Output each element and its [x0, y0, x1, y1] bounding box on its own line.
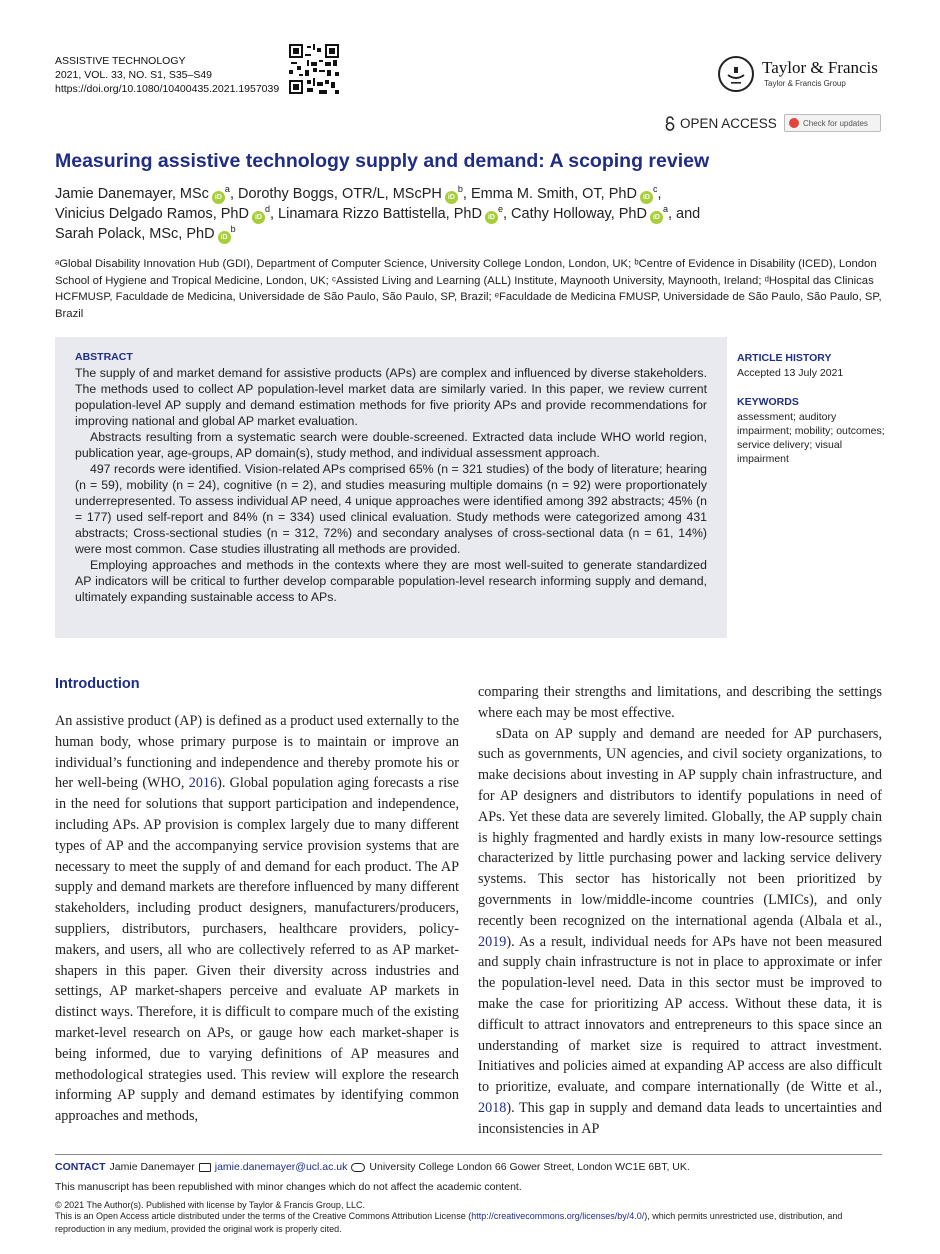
abstract-heading: ABSTRACT: [75, 351, 133, 363]
introduction-heading: Introduction: [55, 676, 140, 692]
abstract-box: [55, 337, 727, 638]
address-icon: [351, 1163, 365, 1172]
open-lock-icon: [664, 116, 676, 131]
abstract-paragraph: 497 records were identified. Vision-related APs comprised 65% (n = 321 studies) of the body of literature; hearing (n = 59), mobility (n = 24), cognitive (n = 2), and studies measuring multiple domains (n = 92) were proportionately underrepresented. To assess individual AP need, 4 unique approaches were identified among 392 abstracts; 45% (n = 177) used self-report and 84% (n = 334) used clinical evaluation. Study methods were categorized among 431 abstracts; Cross-sectional studies (n = 312, 72%) and secondary analyses of cross-sectional data (n = 61, 14%) were most common. Case studies illustrating all methods are provided.: [75, 462, 707, 556]
copyright-note: © 2021 The Author(s). Published with license by Taylor & Francis Group, LLC.: [55, 1200, 365, 1210]
author-affil-sup: a: [224, 184, 230, 195]
body-column-left: [55, 711, 459, 1127]
author-name: Dorothy Boggs, OTR/L, MScPH: [238, 186, 442, 202]
orcid-icon[interactable]: iD: [212, 191, 225, 204]
license-link[interactable]: http://creativecommons.org/licenses/by/4.0/: [471, 1211, 645, 1221]
author-list: Jamie Danemayer, MSc $iD^a$, Dorothy Boggs, OTR/L, MScPH $iD^b$, Emma M. Smith, OT, PhD $iD^c$, Vinicius Delgado Ramos, PhD $iD^d$, Linamara Rizzo Battistella, PhD $iD^e$, Cathy Holloway, PhD $iD^a$, and Sarah Polack, MSc, PhD $iD^b$: [55, 184, 701, 242]
orcid-icon[interactable]: iD: [650, 211, 663, 224]
author-affil-sup: e: [497, 204, 503, 215]
journal-name: ASSISTIVE TECHNOLOGY: [55, 55, 186, 67]
abstract-paragraph: Abstracts resulting from a systematic search were double-screened. Extracted data include WHO world region, publication year, age-groups, AP domain(s), study method, and individual assessment approach.: [75, 430, 707, 460]
citation-link[interactable]: 2018: [478, 1099, 507, 1116]
citation-link[interactable]: 2016: [188, 775, 218, 792]
author-name: Emma M. Smith, OT, PhD: [470, 186, 637, 202]
contact-label: CONTACT: [55, 1161, 106, 1173]
author-name: Linamara Rizzo Battistella, PhD: [278, 206, 482, 222]
body-paragraph: [478, 724, 882, 1140]
article-title: Measuring assistive technology supply and demand: A scoping review: [55, 150, 710, 172]
body-text: ). This gap in supply and demand data leads to uncertainties and inconsistencies in AP: [478, 1099, 882, 1137]
body-text: sData on AP supply and demand are needed for AP purchasers, such as governments, UN agencies, and civil society organizations, to make decisions about investing in AP supply chain infrastructure, and for AP designers and distributors to identify populations in need of APs. Yet these data are severely limited. Globally, the AP supply chain is highly fragmented and hardly exists in many low-resource settings characterized by little purchasing power and lacking service delivery systems. This sector has historically not been prioritized by governments in low/middle-income countries (LMICs), and only recently been recognized on the international agenda (Albala et al.,: [478, 725, 882, 929]
author-name: Jamie Danemayer, MSc: [55, 186, 209, 202]
email-icon: [199, 1163, 211, 1172]
orcid-icon[interactable]: iD: [640, 191, 653, 204]
open-access-label: OPEN ACCESS: [680, 116, 777, 131]
author-affil-sup: c: [652, 184, 658, 195]
abstract-paragraph: The supply of and market demand for assistive products (APs) are complex and influenced by diverse stakeholders. The methods used to collect AP population-level market data are similarly varied. In this paper, we review current population-level AP supply and demand estimation methods for five priority APs and provide recommendations for improving national and global AP market evaluation.: [75, 366, 707, 428]
publisher-name: Taylor & Francis: [762, 58, 878, 77]
author-affil-sup: a: [662, 204, 668, 215]
journal-meta: [55, 54, 279, 96]
body-text: An assistive product (AP) is defined as a product used externally to the human body, whose primary purpose is to maintain or improve an individual’s functioning and independence and thereby promote his or her well-being (WHO,: [55, 713, 459, 792]
check-updates-button[interactable]: [784, 114, 881, 132]
keywords-text: assessment; auditory impairment; mobility; outcomes; service delivery; visual impairment: [737, 411, 885, 465]
author-affil-sup: b: [457, 184, 463, 195]
publisher-logo: [718, 56, 888, 96]
open-access-badge: [664, 116, 777, 131]
contact-email-link[interactable]: jamie.danemayer@ucl.ac.uk: [214, 1161, 348, 1173]
body-text: ). Global population aging forecasts a rise in the need for solutions that support participation and independence, including APs. AP provision is complex largely due to many different types of AP and the accompanying service provision systems that are necessary to meet the supply of and demand for each product. The AP supply and demand markets are therefore influenced by many different stakeholders, including product designers, manufacturers/producers, suppliers, distributors, purchasers, healthcare providers, policy-makers, and users, all who are collectively referred to as AP market-shapers in this paper. Given their diversity across industries and settings, AP market-shapers perceive and evaluate AP markets in distinct ways. Therefore, it is difficult to compare much of the existing market-level research on APs, or gauge how each market-shaper is being informed, due to varying definitions of AP measures and methodological strategies used. This review will explore the research informing AP supply and demand estimates by identifying common approaches and methods,: [55, 775, 459, 1125]
orcid-icon[interactable]: iD: [485, 211, 498, 224]
citation-link[interactable]: 2019: [478, 933, 507, 950]
article-history-text: Accepted 13 July 2021: [737, 367, 844, 379]
publisher-group: Taylor & Francis Group: [764, 79, 846, 88]
body-paragraph: [55, 711, 459, 1127]
journal-doi[interactable]: https://doi.org/10.1080/10400435.2021.1957039: [55, 83, 280, 95]
body-text: ). As a result, individual needs for APs have not been measured and supply chain infrastructure is not in place to approximate or infer the population-level need. Data in this sector must be improved to make the case for prioritizing AP access. Without these data, it is difficult to attract innovators and entrepreneurs to this space since an understanding of market size is required to attract investment. Initiatives and policies aimed at expanding AP access are also difficult to prioritize, evaluate, and compare internationally (de Witte et al.,: [478, 933, 882, 1096]
contact-address: University College London 66 Gower Street, London WC1E 6BT, UK.: [369, 1161, 690, 1173]
license-text: ), which permits unrestricted use, distribution, and reproduction in any medium, provided the original work is properly cited.: [55, 1211, 843, 1234]
abstract-paragraph: Employing approaches and methods in the contexts where they are most well-suited to generate standardized AP indicators will be critical to further develop comparable population-level research informing supply and demand, ultimately expanding sustainable access to APs.: [75, 558, 707, 604]
orcid-icon[interactable]: iD: [252, 211, 265, 224]
author-name: Vinicius Delgado Ramos, PhD: [55, 206, 249, 222]
license-text: This is an Open Access article distributed under the terms of the Creative Commons Attribution License (: [55, 1211, 472, 1221]
keywords-heading: KEYWORDS: [737, 396, 799, 408]
affiliations: ᵃGlobal Disability Innovation Hub (GDI), Department of Computer Science, University College London, London, UK; ᵇCentre of Evidence in Disability (ICED), London School of Hygiene and Tropical Medicine, London, UK; ᶜAssisted Living and Learning (ALL) Institute, Maynooth University, Maynooth, Ireland; ᵈHospital das Clinicas HCFMUSP, Faculdade de Medicina, Universidade de São Paulo, São Paulo, SP, Brazil; ᵉFaculdade de Medicina FMUSP, Universidade de São Paulo, São Paulo, SP, Brazil: [55, 258, 882, 320]
author-name: Sarah Polack, MSc, PhD: [55, 226, 215, 242]
qr-code-icon: [289, 44, 339, 94]
author-affil-sup: d: [264, 204, 270, 215]
article-sidebar: [737, 352, 887, 466]
article-history-heading: ARTICLE HISTORY: [737, 352, 832, 364]
author-affil-sup: b: [230, 224, 236, 235]
journal-volume: 2021, VOL. 33, NO. S1, S35–S49: [55, 69, 213, 81]
footer-divider: [55, 1154, 882, 1155]
body-paragraph: comparing their strengths and limitations, and describing the settings where each may be most effective.: [478, 684, 882, 721]
publisher-logo-icon: [718, 56, 754, 92]
orcid-icon[interactable]: iD: [218, 231, 231, 244]
orcid-icon[interactable]: iD: [445, 191, 458, 204]
contact-name: Jamie Danemayer: [109, 1161, 195, 1173]
check-updates-icon: [789, 118, 799, 128]
body-column-right: [478, 682, 882, 1140]
license-note: [55, 1210, 885, 1236]
author-name: Cathy Holloway, PhD: [511, 206, 647, 222]
check-updates-label: Check for updates: [803, 118, 868, 128]
republished-note: This manuscript has been republished with minor changes which do not affect the academic content.: [55, 1181, 522, 1193]
contact-line: [55, 1160, 690, 1174]
